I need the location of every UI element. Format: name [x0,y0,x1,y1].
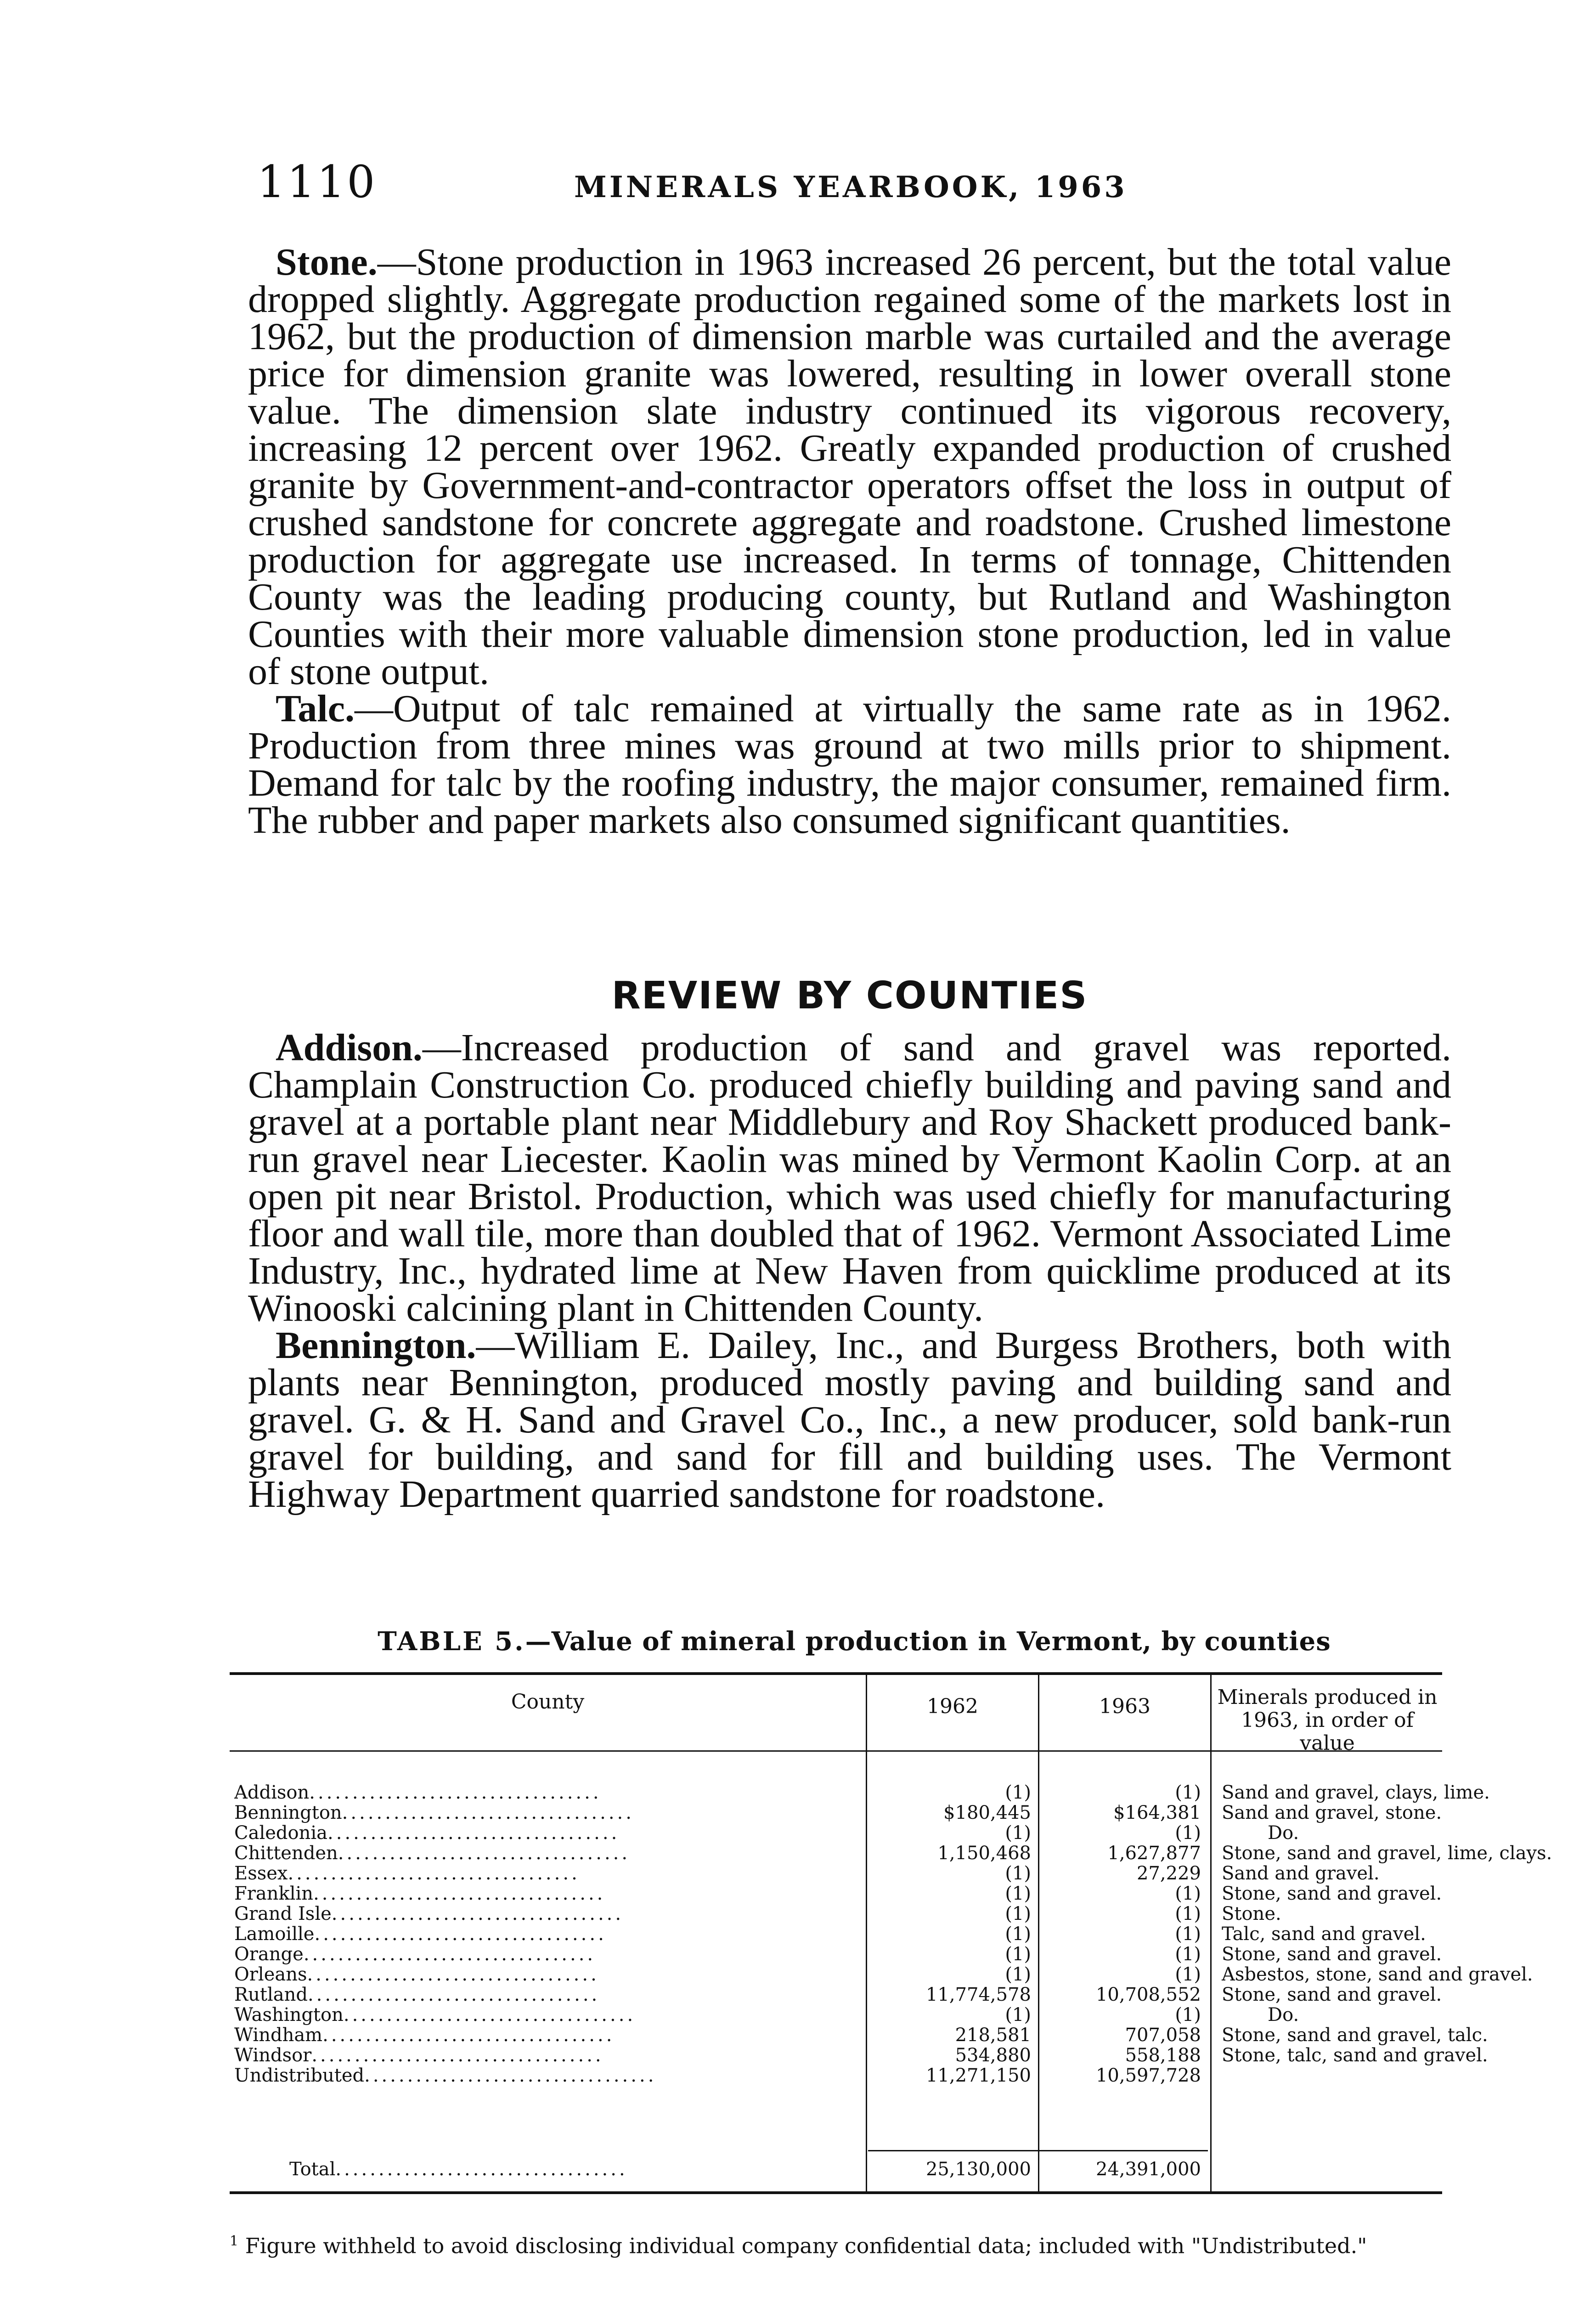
value-1962-cell: (1) [1005,1964,1031,1985]
running-title: MINERALS YEARBOOK, 1963 [574,170,1128,204]
table-caption [257,1626,1451,1657]
value-1963-cell: (1) [1175,1782,1201,1803]
stone-paragraph [248,241,1451,693]
county-cell: Windham.................................. [234,2025,615,2045]
minerals-cell: Sand and gravel, clays, lime. [1222,1782,1490,1803]
county-cell: Bennington.................................. [234,1803,634,1823]
county-cell: Addison.................................. [234,1782,602,1803]
talc-paragraph [248,687,1451,842]
county-cell: Washington.................................. [234,2005,636,2025]
county-cell: Lamoille.................................. [234,1924,607,1944]
value-1962-cell: (1) [1005,1903,1031,1924]
commodity-paragraphs [248,241,1451,842]
table-row [230,1944,1442,1964]
page-header [257,156,1451,221]
header-minerals: Minerals produced in 1963, in order of value [1217,1686,1438,1755]
minerals-cell: Stone, sand and gravel, talc. [1222,2025,1488,2046]
total-label-cell: Total.................................. [289,2159,628,2179]
value-1963-cell: (1) [1175,2004,1201,2025]
county-cell: Orleans.................................. [234,1964,599,1985]
table-row [230,1884,1442,1904]
value-1962-cell: (1) [1005,1863,1031,1884]
county-cell: Grand Isle.................................. [234,1904,624,1924]
bennington-lead: Bennington. [276,1324,476,1367]
minerals-cell: Do. [1268,1822,1299,1844]
value-1963-cell: (1) [1175,1822,1201,1844]
county-cell: Chittenden.................................. [234,1843,631,1863]
value-1962-cell: 534,880 [955,2045,1031,2066]
minerals-cell: Stone, talc, sand and gravel. [1222,2045,1488,2066]
table-bottom-rule [230,2191,1442,2194]
county-cell: Franklin.................................. [234,1884,606,1904]
county-cell: Rutland.................................. [234,1985,600,2005]
talc-lead: Talc. [276,687,355,730]
value-1962-cell: (1) [1005,1944,1031,1965]
minerals-cell: Stone, sand and gravel. [1222,1944,1442,1965]
county-cell: Windsor.................................. [234,2045,604,2065]
value-1963-cell: (1) [1175,1924,1201,1945]
minerals-cell: Do. [1268,2004,1299,2025]
value-1962-cell: (1) [1005,1782,1031,1803]
table-total-row [230,2159,1442,2179]
page-number: 1110 [257,156,377,208]
minerals-cell: Stone. [1222,1903,1281,1924]
minerals-cell: Talc, sand and gravel. [1222,1924,1426,1945]
table-row [230,1863,1442,1884]
stone-lead: Stone. [276,241,378,283]
value-1963-cell: (1) [1175,1944,1201,1965]
table-row [230,2045,1488,2066]
minerals-cell: Asbestos, stone, sand and gravel. [1222,1964,1533,1985]
table-row [230,1924,1442,1944]
table-row [230,1985,1442,2005]
table-caption-text: —Value of mineral production in Vermont, by counties [525,1626,1331,1657]
table-row [230,2005,1442,2025]
value-1963-cell: (1) [1175,1903,1201,1924]
table-row [230,1843,1552,1864]
value-1962-cell: 1,150,468 [937,1843,1031,1864]
value-1962-cell: (1) [1005,1883,1031,1904]
table-row [230,2065,1442,2086]
minerals-cell: Stone, sand and gravel. [1222,1883,1442,1904]
value-1963-cell: 558,188 [1125,2045,1201,2066]
header-1962: 1962 [927,1695,978,1718]
value-1962-cell: (1) [1005,2004,1031,2025]
total-1962-cell: 25,130,000 [925,2159,1031,2180]
table-row [230,1823,1442,1843]
value-1963-cell: 707,058 [1125,2025,1201,2046]
value-1962-cell: 218,581 [955,2025,1031,2046]
table-row [230,1803,1442,1823]
value-1963-cell: (1) [1175,1883,1201,1904]
addison-paragraph [248,1026,1451,1330]
county-cell: Essex.................................. [234,1863,580,1884]
county-value-table [230,1672,1552,2196]
minerals-cell: Sand and gravel, stone. [1222,1802,1442,1823]
county-cell: Undistributed.................................. [234,2065,657,2086]
minerals-cell: Stone, sand and gravel, lime, clays. [1222,1843,1552,1864]
stone-text: —Stone production in 1963 increased 26 percent, but the total value dropped slightly. Aggregate production regained some of the markets lost in 1962, but the production of dimension marble was curtailed and the average price for dimension granite was lowered, resulting in lower overall stone value. The dimension slate industry continued its vigorous recovery, increasing 12 percent over 1962. Greatly expanded production of crushed granite by Government-and-contractor operators offset the loss in output of crushed sandstone for concrete aggregate and roadstone. Crushed limestone production for aggregate use increased. In terms of tonnage, Chittenden County was the leading producing county, but Rutland and Washington Counties with their more valuable dimension stone production, led in value of stone output. [248,241,1451,693]
table-row [230,1904,1442,1924]
value-1963-cell: $164,381 [1113,1802,1201,1823]
section-heading: REVIEW BY COUNTIES [611,974,1088,1018]
table-footnote [230,2228,1442,2259]
value-1963-cell: (1) [1175,1964,1201,1985]
bennington-paragraph [248,1324,1451,1516]
value-1963-cell: 10,708,552 [1095,1984,1201,2005]
addison-text: —Increased production of sand and gravel was reported. Champlain Construction Co. produced chiefly building and paving sand and gravel at a portable plant near Middlebury and Roy Shackett produced bank-run gravel near Liecester. Kaolin was mined by Vermont Kaolin Corp. at an open pit near Bristol. Production, which was used chiefly for manufacturing floor and wall tile, more than doubled that of 1962. Vermont Associated Lime Industry, Inc., hydrated lime at New Haven from quicklime produced at its Winooski calcining plant in Chittenden County. [248,1026,1451,1330]
table-top-rule [230,1672,1442,1675]
header-county: County [511,1690,585,1714]
talc-text: —Output of talc remained at virtually the same rate as in 1962. Production from three mines was ground at two mills prior to shipment. Demand for talc by the roofing industry, the major consumer, remained firm. The rubber and paper markets also consumed significant quantities. [248,687,1451,842]
county-paragraphs [248,1026,1451,1516]
header-1963: 1963 [1099,1695,1150,1718]
county-cell: Orange.................................. [234,1944,596,1964]
addison-lead: Addison. [276,1026,423,1069]
minerals-cell: Stone, sand and gravel. [1222,1984,1442,2005]
value-1963-cell: 1,627,877 [1107,1843,1201,1864]
county-cell: Caledonia.................................. [234,1823,620,1843]
value-1962-cell: (1) [1005,1822,1031,1844]
footnote-marker: 1 [230,2233,239,2249]
value-1962-cell: (1) [1005,1924,1031,1945]
table-row [230,1782,1490,1803]
value-1962-cell: $180,445 [943,1802,1031,1823]
value-1963-cell: 10,597,728 [1095,2065,1201,2086]
footnote-text: Figure withheld to avoid disclosing individual company confidential data; included with "Undistributed." [245,2233,1367,2258]
total-1963-cell: 24,391,000 [1095,2159,1201,2180]
table-caption-lead: TABLE 5. [378,1626,525,1657]
minerals-cell: Sand and gravel. [1222,1863,1380,1884]
value-1962-cell: 11,774,578 [925,1984,1031,2005]
value-1963-cell: 27,229 [1137,1863,1201,1884]
table-row [230,2025,1488,2046]
value-1962-cell: 11,271,150 [925,2065,1031,2086]
table-row [230,1964,1533,1985]
bennington-text: —William E. Dailey, Inc., and Burgess Brothers, both with plants near Bennington, produced mostly paving and building sand and gravel. G. & H. Sand and Gravel Co., Inc., a new producer, sold bank-run gravel for building, and sand for fill and building uses. The Vermont Highway Department quarried sandstone for roadstone. [248,1324,1451,1516]
